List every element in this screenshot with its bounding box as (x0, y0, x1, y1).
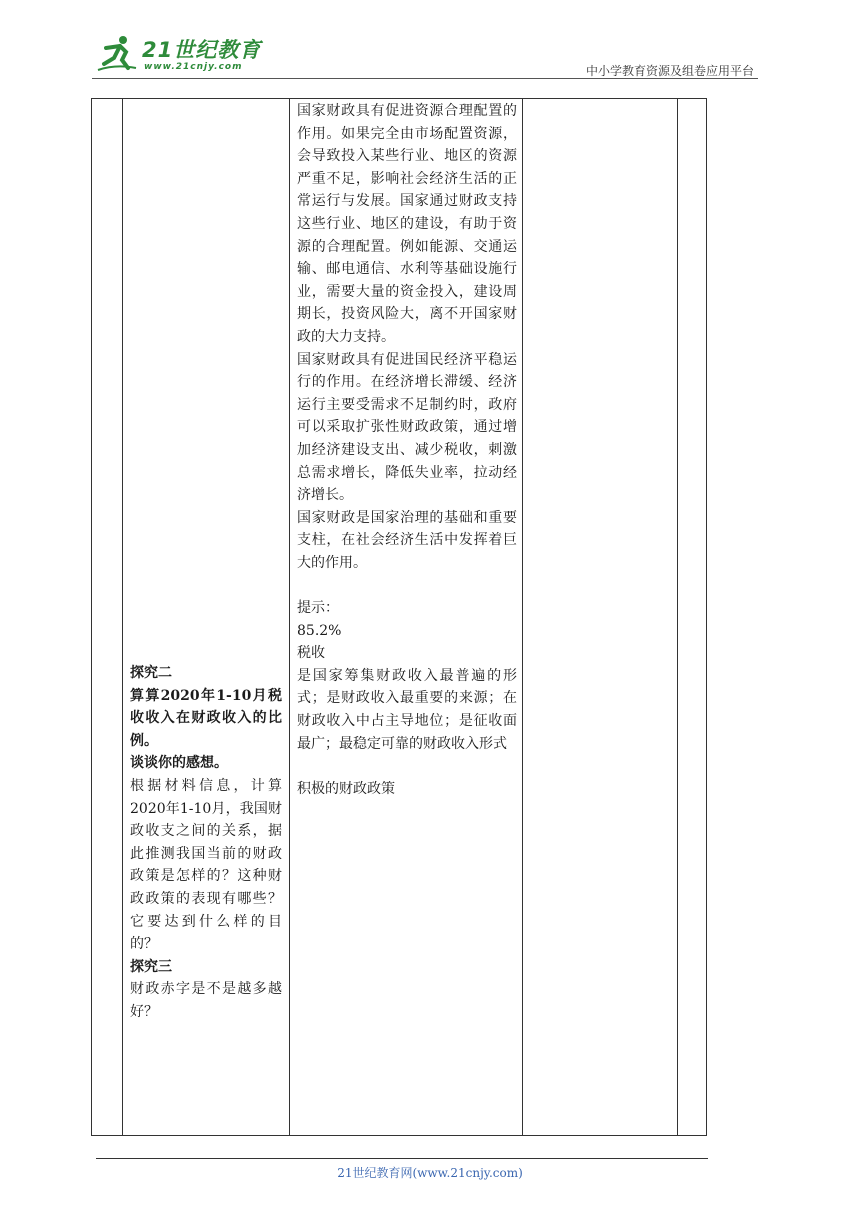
running-figure-icon (96, 34, 138, 72)
logo (92, 32, 262, 76)
page-header (92, 30, 758, 78)
logo-text: 21世纪教育 (142, 38, 262, 62)
teacher-activity-cell (297, 100, 517, 800)
column-divider (677, 99, 678, 1135)
hint-value: 85.2% (297, 622, 342, 639)
policy-answer: 积极的财政政策 (297, 780, 395, 797)
footer-link[interactable]: 21世纪教育网(www.21cnjy.com) (337, 1166, 523, 1180)
lesson-table (91, 98, 707, 1136)
student-activity-cell (130, 662, 282, 1024)
paragraph-resource-allocation: 国家财政具有促进资源合理配置的作用。如果完全由市场配置资源，会导致投入某些行业、地区的资源严重不足，影响社会经济生活的正常运行与发展。国家通过财政支持这些行业、地区的建设，有助于资源的合理配置。例如能源、交通运输、邮电通信、水利等基础设施行业，需要大量的资金投入，建设周期长，投资风险大，离不开国家财政的大力支持。 (297, 103, 517, 345)
hint-label: 提示： (297, 600, 339, 617)
tax-label: 税收 (297, 645, 325, 662)
explore-three-title: 探究三 (130, 958, 172, 975)
tax-description: 是国家筹集财政收入最普遍的形式；是财政收入最重要的来源；在财政收入中占主导地位；是征收面最广；最稳定可靠的财政收入形式 (297, 667, 517, 752)
explore-three-body: 财政赤字是不是越多越好？ (130, 981, 282, 1020)
explore-two-body: 根据材料信息，计算2020年1-10月，我国财政收支之间的关系，据此推测我国当前的财政政策是怎样的？这种财政政策的表现有哪些？它要达到什么样的目的？ (130, 777, 282, 953)
paragraph-economic-stability: 国家财政具有促进国民经济平稳运行的作用。在经济增长滞缓、经济运行主要受需求不足制约时，政府可以采取扩张性财政政策，通过增加经济建设支出、减少税收，刺激总需求增长，降低失业率，拉动经济增长。 (297, 351, 517, 504)
column-divider (289, 99, 290, 1135)
column-divider (522, 99, 523, 1135)
column-divider (122, 99, 123, 1135)
explore-two-question: 算算2020年1-10月税收收入在财政收入的比例。 (130, 687, 282, 749)
explore-two-title: 探究二 (130, 665, 172, 681)
header-divider (92, 78, 758, 79)
platform-name: 中小学教育资源及组卷应用平台 (585, 64, 754, 78)
explore-two-prompt: 谈谈你的感想。 (130, 755, 228, 772)
footer-divider (96, 1158, 708, 1159)
paragraph-national-governance: 国家财政是国家治理的基础和重要支柱，在社会经济生活中发挥着巨大的作用。 (297, 509, 517, 571)
logo-url: www.21cnjy.com (144, 62, 243, 72)
